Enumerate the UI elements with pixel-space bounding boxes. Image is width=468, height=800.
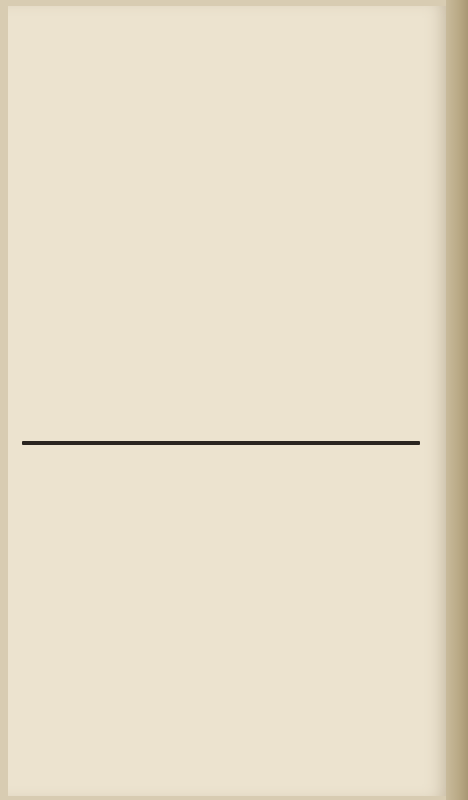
scene-dialogue [20,629,420,797]
speaker-name [20,629,420,650]
cast-line [10,514,430,542]
drop-cap-paragraph [20,650,420,692]
verse-line [20,650,420,671]
cast-line [10,598,430,626]
cast-line [10,570,430,598]
verse-line [20,713,420,734]
verse-line [20,671,420,692]
cast-list [10,514,430,626]
page-header [18,50,418,80]
cast-line [10,542,430,570]
scene-divider-rule [22,441,420,445]
speaker-name [20,734,420,755]
verse-line [20,776,420,797]
speaker-name [20,692,420,713]
verse-line [20,755,420,776]
page-edge [446,0,468,800]
